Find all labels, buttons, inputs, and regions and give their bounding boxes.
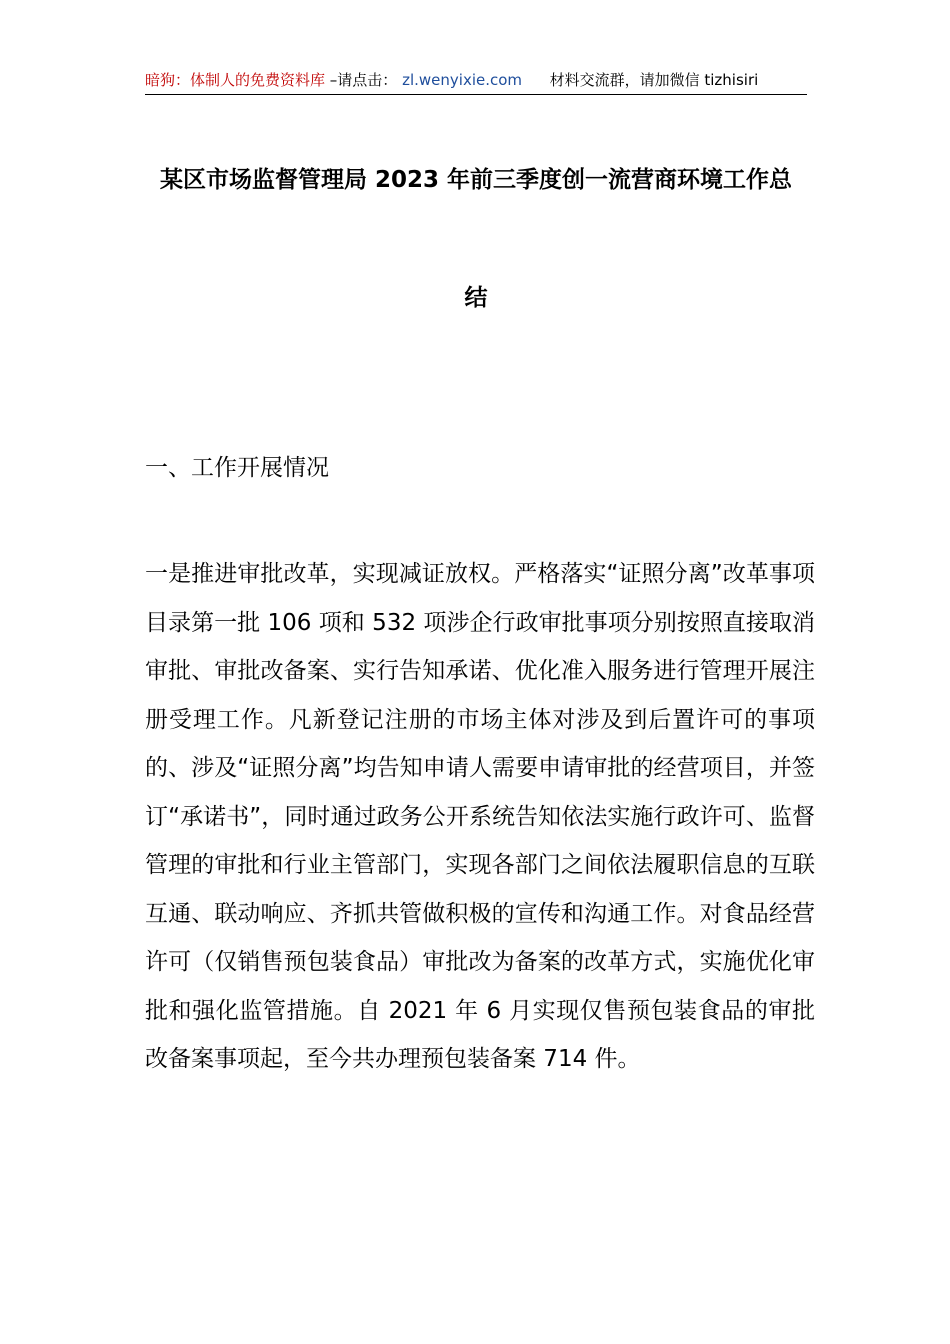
body-paragraph: 一是推进审批改革，实现减证放权。严格落实“证照分离”改革事项目录第一批 106 项和 532 项涉企行政审批事项分别按照直接取消审批、审批改备案、实行告知承诺、优化准入服务进行管理开展注册受理工作。凡新登记注册的市场主体对涉及到后置许可的事项的、涉及“证照分离”均告知申请人需要申请审批的经营项目，并签订“承诺书”，同时通过政务公开系统告知依法实施行政许可、监督管理的审批和行业主管部门，实现各部门之间依法履职信息的互联互通、联动响应、齐抓共管做积极的宣传和沟通工作。对食品经营许可（仅销售预包装食品）审批改为备案的改革方式，实施优化审批和强化监管措施。自 2021 年 6 月实现仅售预包装食品的审批改备案事项起，至今共办理预包装备案 714 件。 [145, 561, 815, 1072]
document-title-line-2: 结 [464, 285, 488, 311]
page-header [145, 66, 807, 95]
contact-note: 材料交流群，请加微信 tizhisiri [549, 71, 759, 89]
section-heading: 一、工作开展情况 [145, 455, 329, 481]
source-label: 暗狗：体制人的免费资料库 [145, 71, 326, 89]
document-title-line-1: 某区市场监督管理局 2023 年前三季度创一流营商环境工作总 [159, 167, 793, 193]
website-link[interactable]: zl.wenyixie.com [402, 71, 523, 89]
click-prompt: –请点击： [329, 71, 398, 89]
